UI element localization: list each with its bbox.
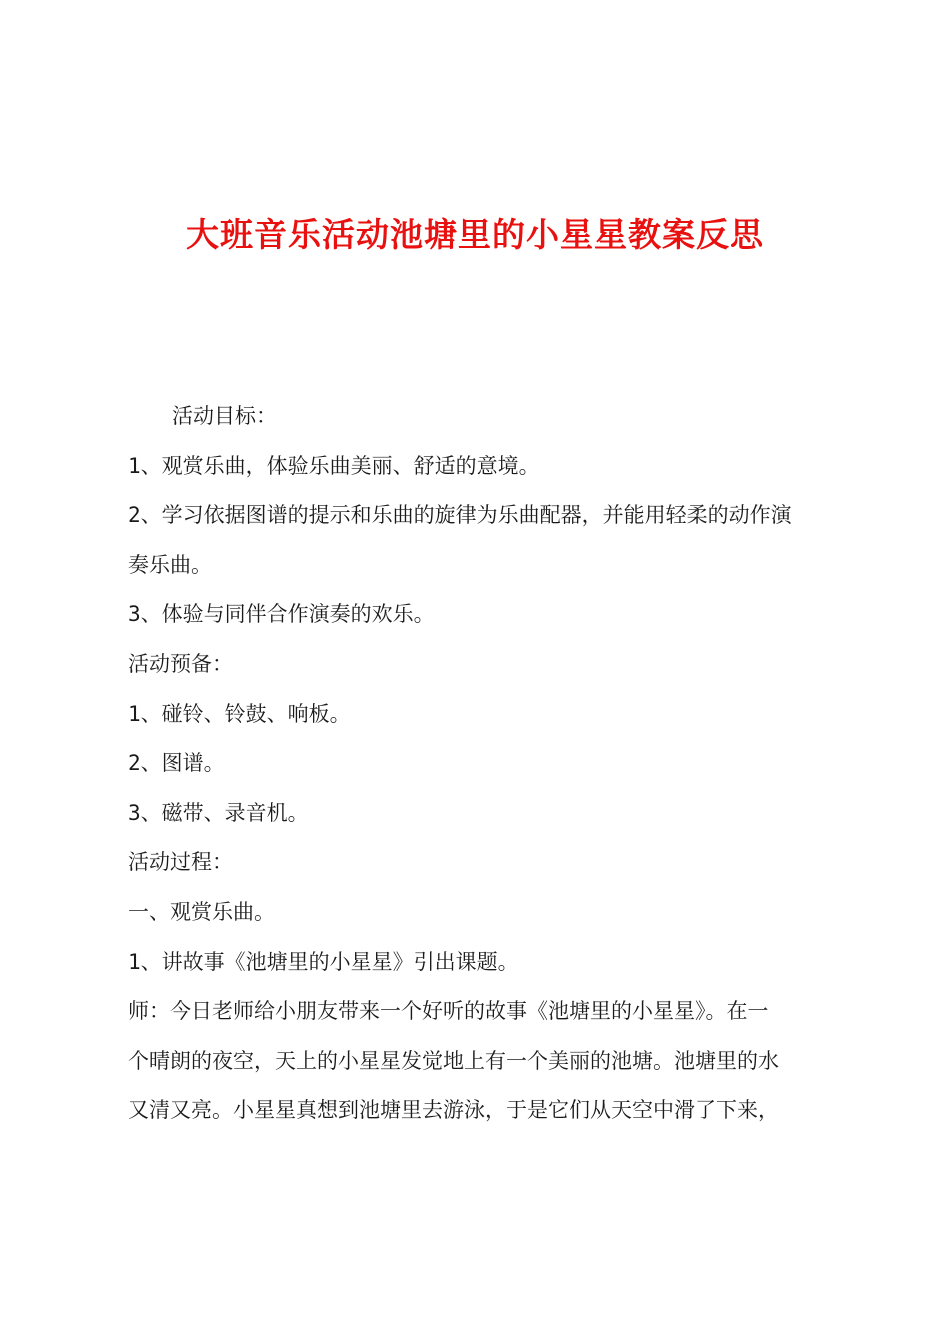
paragraph-line: 3、磁带、录音机。 xyxy=(128,800,309,825)
paragraph-line: 2、学习依据图谱的提示和乐曲的旋律为乐曲配器，并能用轻柔的动作演 xyxy=(128,503,792,528)
section-heading-goals: 活动目标： xyxy=(172,404,277,428)
paragraph-line: 1、讲故事《池塘里的小星星》引出课题。 xyxy=(128,949,519,974)
paragraph-line: 师：今日老师给小朋友带来一个好听的故事《池塘里的小星星》。在一 xyxy=(128,999,769,1024)
paragraph-line: 1、观赏乐曲，体验乐曲美丽、舒适的意境。 xyxy=(128,453,540,478)
section-heading-preparation: 活动预备： xyxy=(128,651,233,676)
paragraph-line: 1、碰铃、铃鼓、响板。 xyxy=(128,701,351,726)
paragraph-line: 3、体验与同伴合作演奏的欢乐。 xyxy=(128,602,435,627)
paragraph-line: 奏乐曲。 xyxy=(128,552,212,577)
section-heading-process: 活动过程： xyxy=(128,850,233,875)
paragraph-line: 又清又亮。小星星真想到池塘里去游泳，于是它们从天空中滑了下来， xyxy=(128,1098,779,1123)
paragraph-line: 一、观赏乐曲。 xyxy=(128,899,275,924)
document-title: 大班音乐活动池塘里的小星星教案反思 xyxy=(186,215,764,254)
document-body xyxy=(128,392,832,1136)
paragraph-line: 个晴朗的夜空，天上的小星星发觉地上有一个美丽的池塘。池塘里的水 xyxy=(128,1048,779,1073)
paragraph-line: 2、图谱。 xyxy=(128,751,225,776)
